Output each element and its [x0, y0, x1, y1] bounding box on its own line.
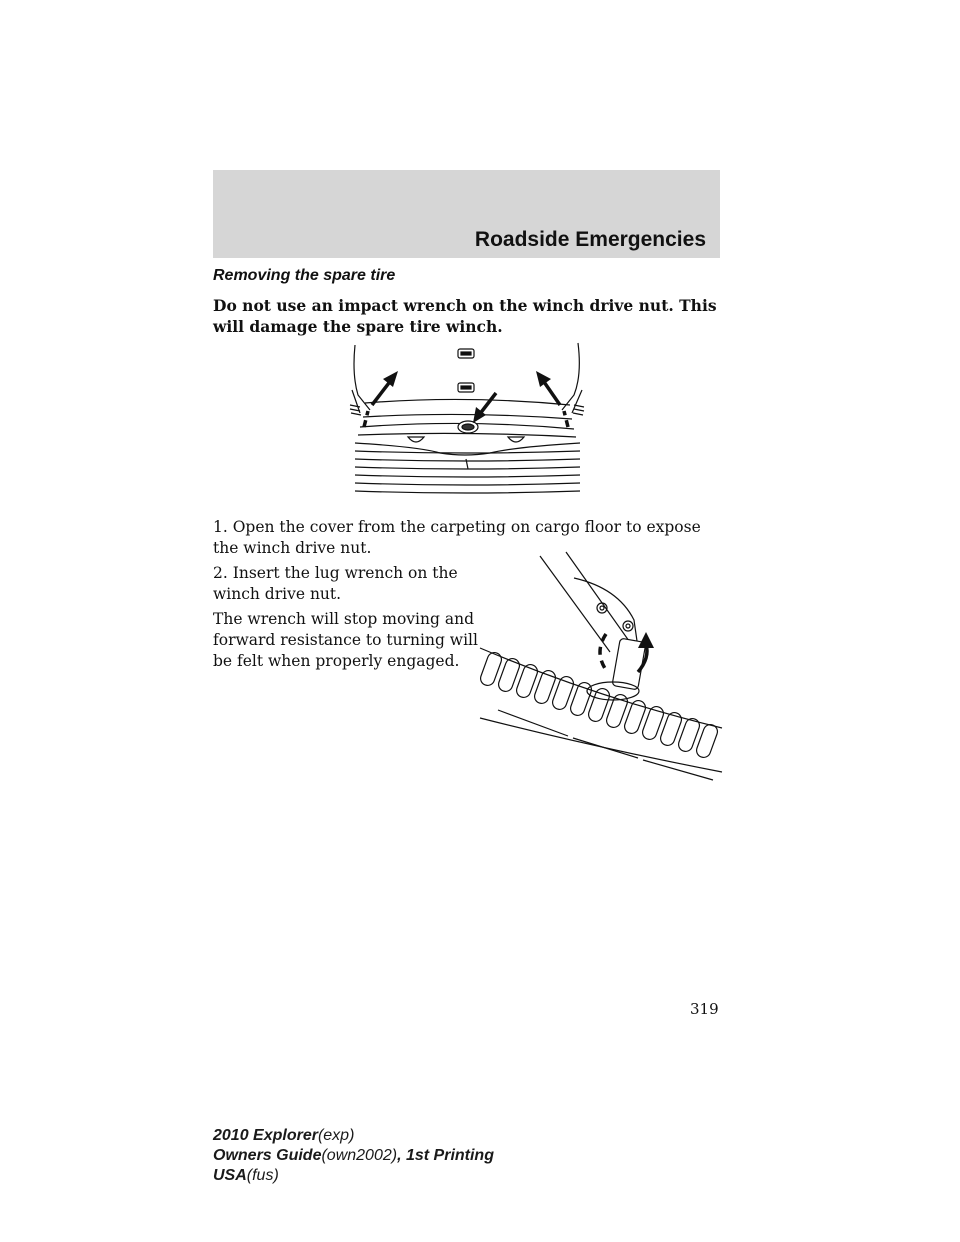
cargo-floor-illustration [330, 335, 600, 505]
step-1-text: 1. Open the cover from the carpeting on cargo floor to expose the winch drive nut. [213, 518, 701, 557]
footer-line-1: 2010 Explorer(exp) [213, 1127, 355, 1144]
page-number: 319 [690, 1000, 719, 1018]
warning-text: Do not use an impact wrench on the winch drive nut. This will damage the spare tire winch. [213, 296, 717, 336]
step-2-text: 2. Insert the lug wrench on the winch drive nut. [213, 564, 458, 603]
section-title: Roadside Emergencies [474, 228, 706, 251]
lug-wrench-illustration [478, 548, 723, 783]
footer-line-3: USA(fus) [213, 1167, 279, 1184]
section-header-bar [213, 170, 720, 258]
section-heading: Removing the spare tire [213, 267, 396, 284]
engagement-note: The wrench will stop moving and forward resistance to turning will be felt when properly engaged. [213, 610, 478, 670]
footer-line-2: Owners Guide(own2002), 1st Printing [213, 1147, 494, 1164]
document-footer [213, 1126, 494, 1186]
